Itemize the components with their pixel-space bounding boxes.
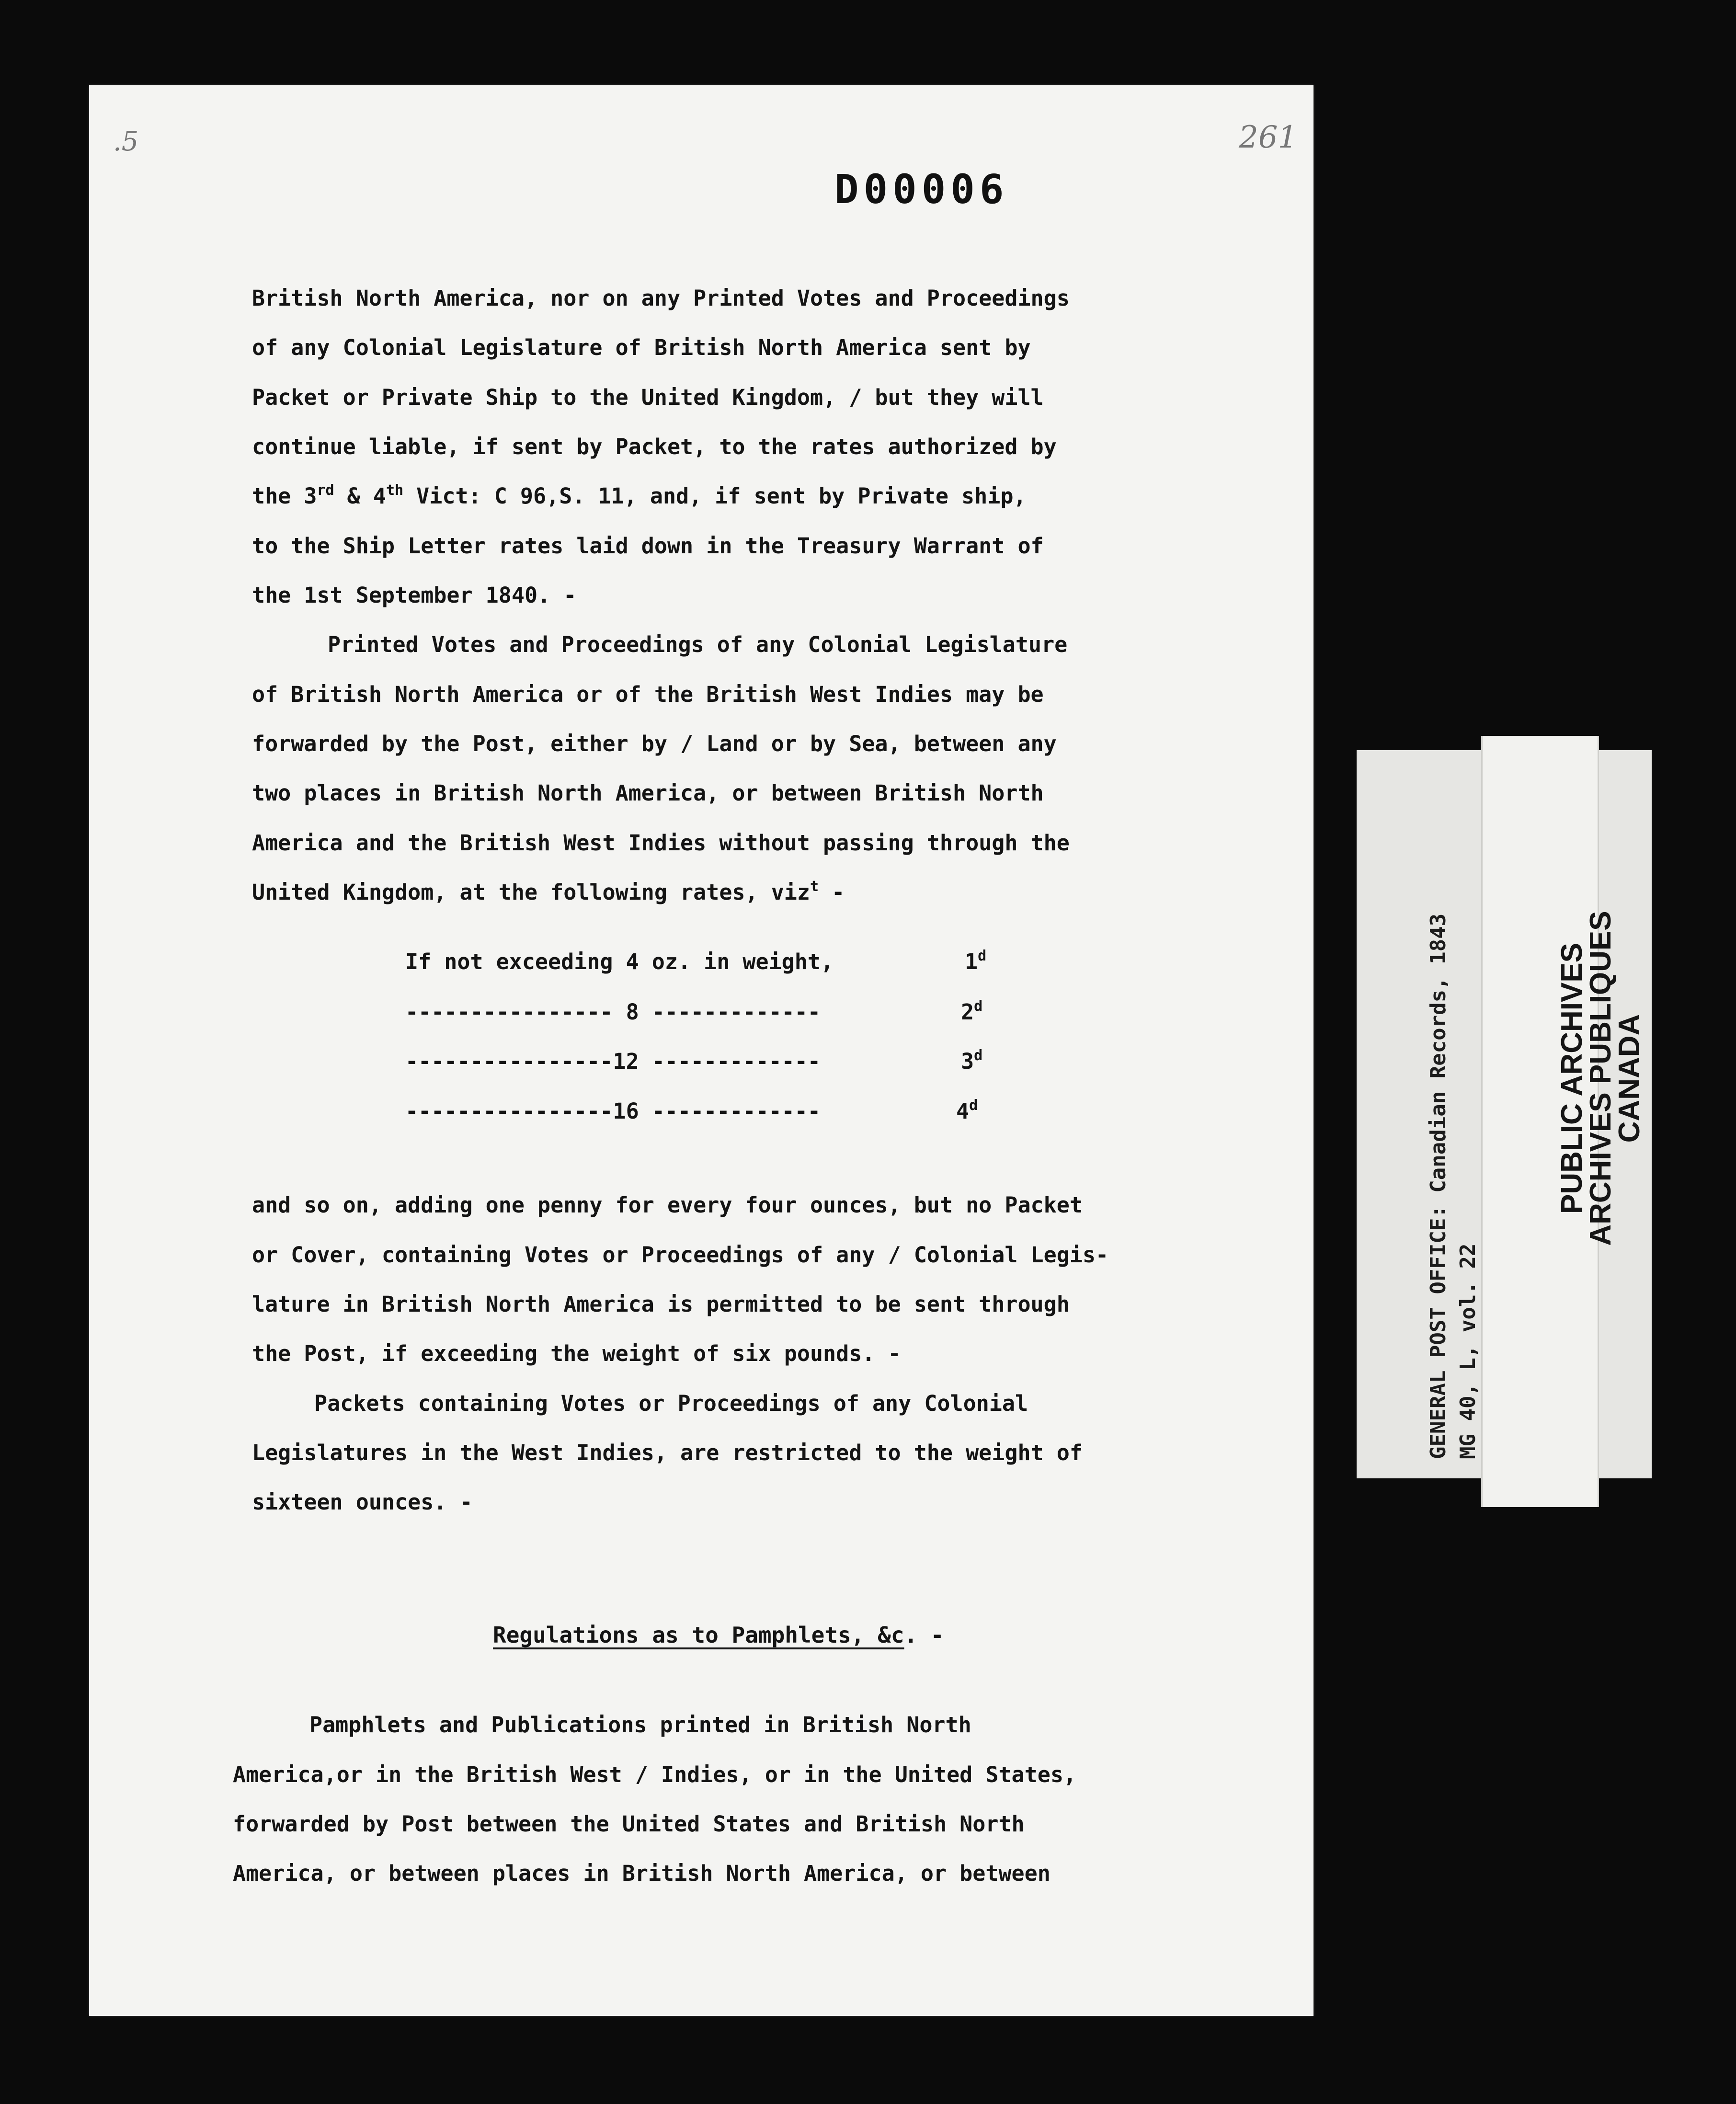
rate-weight: If not exceeding 4 oz. in weight, — [405, 949, 834, 974]
text-line: Pamphlets and Publications printed in British North — [309, 1712, 971, 1738]
text-line: Printed Votes and Proceedings of any Colonial Legislature — [328, 632, 1068, 657]
text-line: America, or between places in British North America, or between — [233, 1861, 1051, 1886]
archive-reference-text: GENERAL POST OFFICE: Canadian Records, 1843 MG 40, L, vol. 22 — [1426, 913, 1480, 1459]
text-line: forwarded by Post between the United States and British North — [233, 1811, 1025, 1837]
text-line: the Post, if exceeding the weight of six pounds. - — [252, 1341, 901, 1366]
rate-amount: 1$^d$ — [965, 948, 987, 974]
document-page — [89, 85, 1313, 2016]
text-line: lature in British North America is permitted to be sent through — [252, 1292, 1070, 1317]
archive-reference-tape — [1357, 750, 1652, 1478]
text-line: the 3rd & 4th Vict: C 96,S. 11, and, if sent by Private ship, — [252, 482, 1027, 509]
text-line: and so on, adding one penny for every four ounces, but no Packet — [252, 1192, 1083, 1218]
rate-row — [405, 1097, 1100, 1126]
text-line: Legislatures in the West Indies, are restricted to the weight of — [252, 1440, 1083, 1465]
section-heading: Regulations as to Pamphlets, &c. - — [493, 1622, 944, 1648]
text-line: America,or in the British West / Indies, or in the United States, — [233, 1762, 1076, 1787]
text-line: forwarded by the Post, either by / Land or by Sea, between any — [252, 731, 1057, 756]
text-line: or Cover, containing Votes or Proceedings of any / Colonial Legis- — [252, 1242, 1109, 1268]
corner-mark-left: .5 — [113, 126, 139, 157]
text-line: of British North America or of the British West Indies may be — [252, 682, 1044, 707]
text-line: Packets containing Votes or Proceedings of any Colonial — [314, 1391, 1028, 1416]
text-line: Packet or Private Ship to the United Kingdom, / but they will — [252, 385, 1044, 410]
text-line: the 1st September 1840. - — [252, 583, 577, 608]
text-line: two places in British North America, or between British North — [252, 780, 1044, 806]
text-line: sixteen ounces. - — [252, 1489, 473, 1515]
rate-row — [405, 998, 1100, 1027]
page-folio-number: 261 — [1239, 120, 1298, 155]
text-line: British North America, nor on any Printed Votes and Proceedings — [252, 286, 1070, 311]
rate-row — [405, 1047, 1100, 1076]
rate-weight: ---------------- 8 ------------- — [405, 999, 821, 1025]
archive-stamp: PUBLIC ARCHIVES ARCHIVES PUBLIQUES CANADA — [1555, 911, 1646, 1246]
rate-amount: 4$^d$ — [956, 1097, 978, 1124]
rate-amount: 3$^d$ — [961, 1047, 983, 1074]
text-line: America and the British West Indies without passing through the — [252, 830, 1070, 856]
text-line: of any Colonial Legislature of British North America sent by — [252, 335, 1031, 360]
rate-amount: 2$^d$ — [961, 998, 983, 1025]
rate-weight: ----------------12 ------------- — [405, 1049, 821, 1074]
text-line: to the Ship Letter rates laid down in the Treasury Warrant of — [252, 533, 1044, 559]
text-line: continue liable, if sent by Packet, to the rates authorized by — [252, 434, 1057, 459]
document-number: D00006 — [834, 166, 1009, 213]
text-line: United Kingdom, at the following rates, viz$^t$ - — [252, 878, 845, 905]
rate-weight: ----------------16 ------------- — [405, 1098, 821, 1124]
rate-row — [405, 948, 1100, 976]
